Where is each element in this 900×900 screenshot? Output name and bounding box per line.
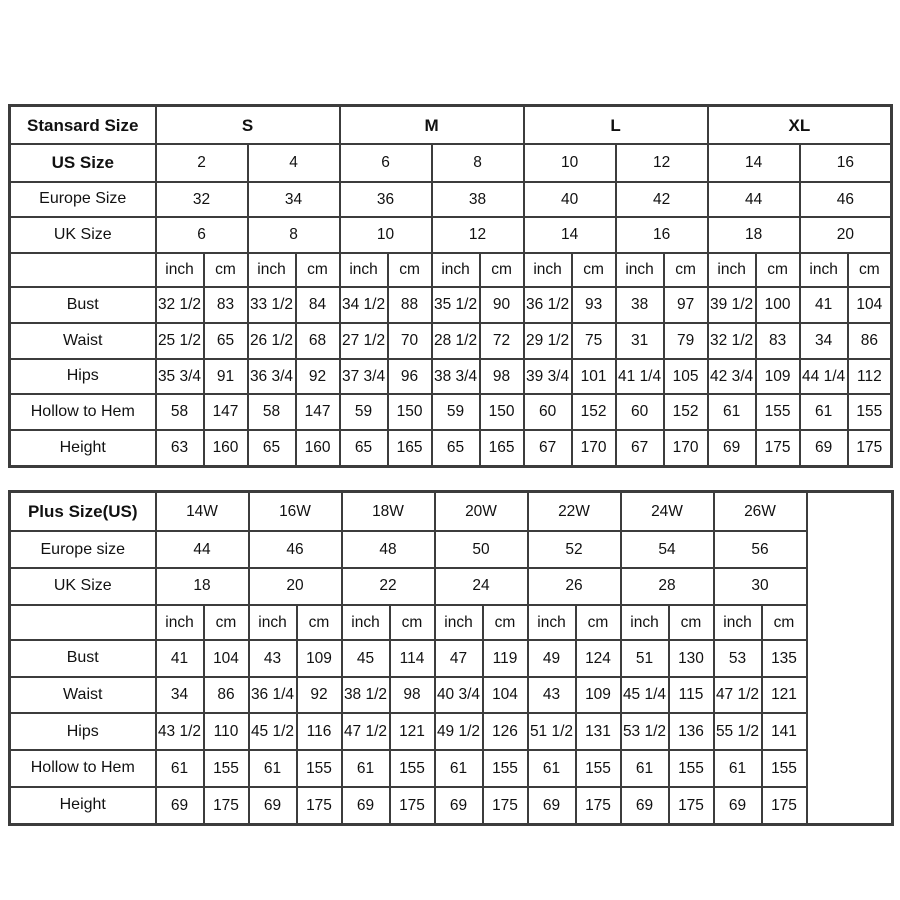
measurement-value-cell: 49 1/2 bbox=[435, 713, 483, 750]
measurement-value-cell: 115 bbox=[669, 677, 714, 714]
measurement-value-cell: 39 1/2 bbox=[708, 287, 756, 323]
measurement-value-cell: 43 bbox=[528, 677, 576, 714]
header-value-cell: 34 bbox=[248, 182, 340, 218]
measurement-value-cell: 105 bbox=[664, 359, 708, 395]
measurement-value-cell: 75 bbox=[572, 323, 616, 359]
measurement-value-cell: 34 1/2 bbox=[340, 287, 388, 323]
row-label-cell: Europe size bbox=[10, 531, 156, 568]
measurement-value-cell: 51 bbox=[621, 640, 669, 677]
measurement-value-cell: 67 bbox=[524, 430, 572, 467]
measurement-value-cell: 68 bbox=[296, 323, 340, 359]
measurement-value-cell: 110 bbox=[204, 713, 249, 750]
unit-label-cell: cm bbox=[388, 253, 432, 288]
header-value-cell: 12 bbox=[616, 144, 708, 182]
plus-size-table bbox=[8, 490, 894, 826]
measurement-value-cell: 63 bbox=[156, 430, 204, 467]
unit-label-cell: cm bbox=[296, 253, 340, 288]
unit-label-cell: inch bbox=[340, 253, 388, 288]
row-label-cell: Waist bbox=[10, 677, 156, 714]
header-value-cell: 10 bbox=[524, 144, 616, 182]
header-value-cell: 8 bbox=[432, 144, 524, 182]
header-value-cell: 24 bbox=[435, 568, 528, 605]
header-value-cell: 32 bbox=[156, 182, 248, 218]
measurement-value-cell: 112 bbox=[848, 359, 892, 395]
measurement-value-cell: 160 bbox=[296, 430, 340, 467]
measurement-value-cell: 175 bbox=[576, 787, 621, 825]
measurement-value-cell: 37 3/4 bbox=[340, 359, 388, 395]
empty-corner-cell bbox=[10, 605, 156, 641]
header-value-cell: 16 bbox=[800, 144, 892, 182]
empty-corner-cell bbox=[10, 253, 156, 288]
measurement-value-cell: 175 bbox=[390, 787, 435, 825]
measurement-value-cell: 150 bbox=[388, 394, 432, 430]
measurement-value-cell: 38 bbox=[616, 287, 664, 323]
header-value-cell: 6 bbox=[340, 144, 432, 182]
header-value-cell: 14 bbox=[708, 144, 800, 182]
measurement-value-cell: 61 bbox=[249, 750, 297, 787]
row-label-cell: Bust bbox=[10, 640, 156, 677]
measurement-value-cell: 97 bbox=[664, 287, 708, 323]
size-group-cell: 20W bbox=[435, 492, 528, 532]
measurement-value-cell: 45 bbox=[342, 640, 390, 677]
measurement-value-cell: 41 1/4 bbox=[616, 359, 664, 395]
measurement-value-cell: 175 bbox=[204, 787, 249, 825]
measurement-value-cell: 165 bbox=[480, 430, 524, 467]
header-value-cell: 56 bbox=[714, 531, 807, 568]
size-group-cell: 22W bbox=[528, 492, 621, 532]
corner-cell: Stansard Size bbox=[10, 106, 156, 145]
measurement-value-cell: 155 bbox=[204, 750, 249, 787]
header-value-cell: 46 bbox=[800, 182, 892, 218]
measurement-value-cell: 69 bbox=[249, 787, 297, 825]
unit-label-cell: cm bbox=[483, 605, 528, 641]
measurement-value-cell: 61 bbox=[528, 750, 576, 787]
row-label-cell: Hollow to Hem bbox=[10, 750, 156, 787]
row-label-cell: Height bbox=[10, 787, 156, 825]
measurement-value-cell: 175 bbox=[756, 430, 800, 467]
corner-cell: Plus Size(US) bbox=[10, 492, 156, 532]
measurement-value-cell: 53 bbox=[714, 640, 762, 677]
header-value-cell: 4 bbox=[248, 144, 340, 182]
unit-label-cell: cm bbox=[756, 253, 800, 288]
measurement-value-cell: 40 3/4 bbox=[435, 677, 483, 714]
unit-label-cell: cm bbox=[204, 605, 249, 641]
measurement-value-cell: 79 bbox=[664, 323, 708, 359]
header-value-cell: 8 bbox=[248, 217, 340, 253]
measurement-value-cell: 136 bbox=[669, 713, 714, 750]
unit-label-cell: inch bbox=[248, 253, 296, 288]
header-value-cell: 54 bbox=[621, 531, 714, 568]
measurement-value-cell: 38 3/4 bbox=[432, 359, 480, 395]
header-value-cell: 38 bbox=[432, 182, 524, 218]
unit-label-cell: cm bbox=[480, 253, 524, 288]
unit-label-cell: inch bbox=[342, 605, 390, 641]
measurement-value-cell: 147 bbox=[204, 394, 248, 430]
unit-label-cell: inch bbox=[156, 605, 204, 641]
measurement-value-cell: 47 1/2 bbox=[714, 677, 762, 714]
header-value-cell: 20 bbox=[800, 217, 892, 253]
measurement-value-cell: 150 bbox=[480, 394, 524, 430]
measurement-value-cell: 104 bbox=[848, 287, 892, 323]
measurement-value-cell: 155 bbox=[756, 394, 800, 430]
size-group-cell: XL bbox=[708, 106, 892, 145]
measurement-value-cell: 69 bbox=[156, 787, 204, 825]
measurement-value-cell: 109 bbox=[576, 677, 621, 714]
measurement-value-cell: 131 bbox=[576, 713, 621, 750]
measurement-value-cell: 155 bbox=[762, 750, 807, 787]
measurement-value-cell: 53 1/2 bbox=[621, 713, 669, 750]
measurement-value-cell: 91 bbox=[204, 359, 248, 395]
measurement-value-cell: 69 bbox=[435, 787, 483, 825]
measurement-value-cell: 109 bbox=[756, 359, 800, 395]
measurement-value-cell: 36 1/2 bbox=[524, 287, 572, 323]
header-value-cell: 28 bbox=[621, 568, 714, 605]
size-group-cell: 16W bbox=[249, 492, 342, 532]
measurement-value-cell: 175 bbox=[762, 787, 807, 825]
measurement-value-cell: 83 bbox=[204, 287, 248, 323]
empty-trailing-cell bbox=[807, 492, 893, 825]
measurement-value-cell: 61 bbox=[156, 750, 204, 787]
measurement-value-cell: 135 bbox=[762, 640, 807, 677]
measurement-value-cell: 121 bbox=[762, 677, 807, 714]
measurement-value-cell: 38 1/2 bbox=[342, 677, 390, 714]
measurement-value-cell: 98 bbox=[390, 677, 435, 714]
measurement-value-cell: 170 bbox=[664, 430, 708, 467]
measurement-value-cell: 59 bbox=[340, 394, 388, 430]
measurement-value-cell: 49 bbox=[528, 640, 576, 677]
measurement-value-cell: 61 bbox=[342, 750, 390, 787]
size-group-cell: 14W bbox=[156, 492, 249, 532]
header-value-cell: 16 bbox=[616, 217, 708, 253]
unit-label-cell: cm bbox=[664, 253, 708, 288]
header-value-cell: 50 bbox=[435, 531, 528, 568]
measurement-value-cell: 69 bbox=[800, 430, 848, 467]
measurement-value-cell: 93 bbox=[572, 287, 616, 323]
row-label-cell: Waist bbox=[10, 323, 156, 359]
measurement-value-cell: 35 3/4 bbox=[156, 359, 204, 395]
row-label-cell: Europe Size bbox=[10, 182, 156, 218]
measurement-value-cell: 69 bbox=[621, 787, 669, 825]
size-group-cell: 24W bbox=[621, 492, 714, 532]
measurement-value-cell: 34 bbox=[156, 677, 204, 714]
unit-label-cell: cm bbox=[669, 605, 714, 641]
unit-label-cell: inch bbox=[621, 605, 669, 641]
measurement-value-cell: 34 bbox=[800, 323, 848, 359]
measurement-value-cell: 96 bbox=[388, 359, 432, 395]
measurement-value-cell: 42 3/4 bbox=[708, 359, 756, 395]
measurement-value-cell: 31 bbox=[616, 323, 664, 359]
measurement-value-cell: 70 bbox=[388, 323, 432, 359]
measurement-value-cell: 101 bbox=[572, 359, 616, 395]
measurement-value-cell: 72 bbox=[480, 323, 524, 359]
measurement-value-cell: 65 bbox=[204, 323, 248, 359]
measurement-value-cell: 67 bbox=[616, 430, 664, 467]
measurement-value-cell: 155 bbox=[669, 750, 714, 787]
size-group-cell: 26W bbox=[714, 492, 807, 532]
measurement-value-cell: 69 bbox=[714, 787, 762, 825]
measurement-value-cell: 65 bbox=[248, 430, 296, 467]
measurement-value-cell: 32 1/2 bbox=[708, 323, 756, 359]
unit-label-cell: cm bbox=[576, 605, 621, 641]
measurement-value-cell: 98 bbox=[480, 359, 524, 395]
measurement-value-cell: 116 bbox=[297, 713, 342, 750]
measurement-value-cell: 36 1/4 bbox=[249, 677, 297, 714]
unit-label-cell: cm bbox=[390, 605, 435, 641]
unit-label-cell: cm bbox=[572, 253, 616, 288]
unit-label-cell: cm bbox=[204, 253, 248, 288]
header-value-cell: 42 bbox=[616, 182, 708, 218]
measurement-value-cell: 121 bbox=[390, 713, 435, 750]
measurement-value-cell: 26 1/2 bbox=[248, 323, 296, 359]
unit-label-cell: inch bbox=[528, 605, 576, 641]
measurement-value-cell: 69 bbox=[708, 430, 756, 467]
measurement-value-cell: 69 bbox=[342, 787, 390, 825]
row-label-cell: Height bbox=[10, 430, 156, 467]
measurement-value-cell: 60 bbox=[616, 394, 664, 430]
measurement-value-cell: 170 bbox=[572, 430, 616, 467]
header-value-cell: 48 bbox=[342, 531, 435, 568]
measurement-value-cell: 175 bbox=[297, 787, 342, 825]
unit-label-cell: inch bbox=[249, 605, 297, 641]
measurement-value-cell: 35 1/2 bbox=[432, 287, 480, 323]
measurement-value-cell: 119 bbox=[483, 640, 528, 677]
standard-size-table bbox=[8, 104, 893, 468]
unit-label-cell: cm bbox=[297, 605, 342, 641]
measurement-value-cell: 155 bbox=[483, 750, 528, 787]
measurement-value-cell: 124 bbox=[576, 640, 621, 677]
measurement-value-cell: 155 bbox=[297, 750, 342, 787]
unit-label-cell: inch bbox=[800, 253, 848, 288]
measurement-value-cell: 29 1/2 bbox=[524, 323, 572, 359]
measurement-value-cell: 61 bbox=[714, 750, 762, 787]
unit-label-cell: inch bbox=[435, 605, 483, 641]
size-group-cell: S bbox=[156, 106, 340, 145]
measurement-value-cell: 83 bbox=[756, 323, 800, 359]
measurement-value-cell: 155 bbox=[390, 750, 435, 787]
unit-label-cell: inch bbox=[616, 253, 664, 288]
row-label-cell: US Size bbox=[10, 144, 156, 182]
unit-label-cell: inch bbox=[714, 605, 762, 641]
measurement-value-cell: 39 3/4 bbox=[524, 359, 572, 395]
measurement-value-cell: 88 bbox=[388, 287, 432, 323]
measurement-value-cell: 155 bbox=[848, 394, 892, 430]
header-value-cell: 20 bbox=[249, 568, 342, 605]
measurement-value-cell: 126 bbox=[483, 713, 528, 750]
unit-label-cell: inch bbox=[432, 253, 480, 288]
measurement-value-cell: 59 bbox=[432, 394, 480, 430]
measurement-value-cell: 47 bbox=[435, 640, 483, 677]
unit-label-cell: cm bbox=[762, 605, 807, 641]
measurement-value-cell: 147 bbox=[296, 394, 340, 430]
measurement-value-cell: 58 bbox=[248, 394, 296, 430]
measurement-value-cell: 43 1/2 bbox=[156, 713, 204, 750]
measurement-value-cell: 152 bbox=[664, 394, 708, 430]
measurement-value-cell: 92 bbox=[296, 359, 340, 395]
measurement-value-cell: 61 bbox=[800, 394, 848, 430]
measurement-value-cell: 130 bbox=[669, 640, 714, 677]
measurement-value-cell: 141 bbox=[762, 713, 807, 750]
header-value-cell: 22 bbox=[342, 568, 435, 605]
measurement-value-cell: 55 1/2 bbox=[714, 713, 762, 750]
unit-label-cell: cm bbox=[848, 253, 892, 288]
measurement-value-cell: 51 1/2 bbox=[528, 713, 576, 750]
measurement-value-cell: 36 3/4 bbox=[248, 359, 296, 395]
measurement-value-cell: 43 bbox=[249, 640, 297, 677]
measurement-value-cell: 84 bbox=[296, 287, 340, 323]
measurement-value-cell: 92 bbox=[297, 677, 342, 714]
header-value-cell: 18 bbox=[708, 217, 800, 253]
header-value-cell: 6 bbox=[156, 217, 248, 253]
measurement-value-cell: 25 1/2 bbox=[156, 323, 204, 359]
measurement-value-cell: 100 bbox=[756, 287, 800, 323]
measurement-value-cell: 60 bbox=[524, 394, 572, 430]
measurement-value-cell: 33 1/2 bbox=[248, 287, 296, 323]
measurement-value-cell: 61 bbox=[621, 750, 669, 787]
header-value-cell: 36 bbox=[340, 182, 432, 218]
measurement-value-cell: 165 bbox=[388, 430, 432, 467]
measurement-value-cell: 28 1/2 bbox=[432, 323, 480, 359]
row-label-cell: UK Size bbox=[10, 568, 156, 605]
measurement-value-cell: 61 bbox=[435, 750, 483, 787]
measurement-value-cell: 58 bbox=[156, 394, 204, 430]
measurement-value-cell: 32 1/2 bbox=[156, 287, 204, 323]
unit-label-cell: inch bbox=[156, 253, 204, 288]
unit-label-cell: inch bbox=[524, 253, 572, 288]
header-value-cell: 18 bbox=[156, 568, 249, 605]
header-value-cell: 44 bbox=[156, 531, 249, 568]
measurement-value-cell: 104 bbox=[204, 640, 249, 677]
measurement-value-cell: 45 1/4 bbox=[621, 677, 669, 714]
row-label-cell: Hips bbox=[10, 359, 156, 395]
header-value-cell: 44 bbox=[708, 182, 800, 218]
measurement-value-cell: 155 bbox=[576, 750, 621, 787]
header-value-cell: 12 bbox=[432, 217, 524, 253]
row-label-cell: Hips bbox=[10, 713, 156, 750]
header-value-cell: 26 bbox=[528, 568, 621, 605]
size-group-cell: 18W bbox=[342, 492, 435, 532]
measurement-value-cell: 114 bbox=[390, 640, 435, 677]
measurement-value-cell: 104 bbox=[483, 677, 528, 714]
measurement-value-cell: 175 bbox=[669, 787, 714, 825]
measurement-value-cell: 44 1/4 bbox=[800, 359, 848, 395]
row-label-cell: Hollow to Hem bbox=[10, 394, 156, 430]
measurement-value-cell: 86 bbox=[848, 323, 892, 359]
measurement-value-cell: 86 bbox=[204, 677, 249, 714]
header-value-cell: 40 bbox=[524, 182, 616, 218]
measurement-value-cell: 65 bbox=[340, 430, 388, 467]
measurement-value-cell: 90 bbox=[480, 287, 524, 323]
measurement-value-cell: 160 bbox=[204, 430, 248, 467]
row-label-cell: UK Size bbox=[10, 217, 156, 253]
measurement-value-cell: 27 1/2 bbox=[340, 323, 388, 359]
measurement-value-cell: 65 bbox=[432, 430, 480, 467]
header-value-cell: 2 bbox=[156, 144, 248, 182]
header-value-cell: 10 bbox=[340, 217, 432, 253]
size-group-cell: L bbox=[524, 106, 708, 145]
row-label-cell: Bust bbox=[10, 287, 156, 323]
header-value-cell: 30 bbox=[714, 568, 807, 605]
header-value-cell: 46 bbox=[249, 531, 342, 568]
unit-label-cell: inch bbox=[708, 253, 756, 288]
measurement-value-cell: 45 1/2 bbox=[249, 713, 297, 750]
measurement-value-cell: 61 bbox=[708, 394, 756, 430]
size-group-cell: M bbox=[340, 106, 524, 145]
header-value-cell: 14 bbox=[524, 217, 616, 253]
measurement-value-cell: 41 bbox=[156, 640, 204, 677]
measurement-value-cell: 152 bbox=[572, 394, 616, 430]
header-value-cell: 52 bbox=[528, 531, 621, 568]
measurement-value-cell: 69 bbox=[528, 787, 576, 825]
measurement-value-cell: 41 bbox=[800, 287, 848, 323]
measurement-value-cell: 109 bbox=[297, 640, 342, 677]
measurement-value-cell: 47 1/2 bbox=[342, 713, 390, 750]
measurement-value-cell: 175 bbox=[483, 787, 528, 825]
measurement-value-cell: 175 bbox=[848, 430, 892, 467]
